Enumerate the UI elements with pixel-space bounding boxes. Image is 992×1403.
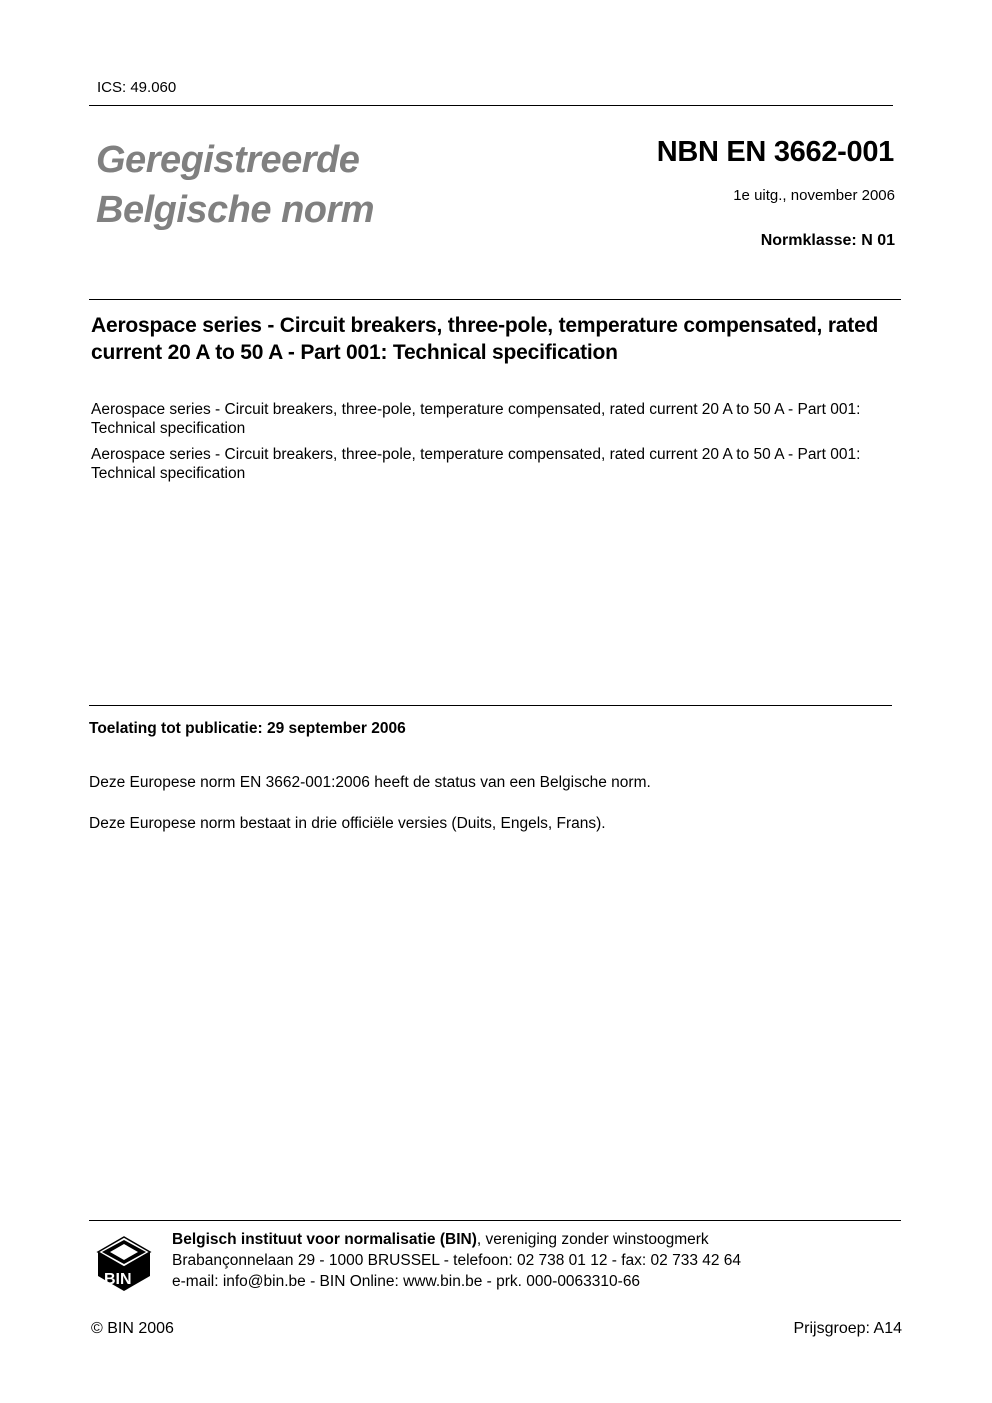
bin-logo xyxy=(96,1232,152,1292)
status-statement: Deze Europese norm EN 3662-001:2006 heeft de status van een Belgische norm. xyxy=(89,774,651,791)
copyright: © BIN 2006 xyxy=(91,1320,174,1337)
ics-code: ICS: 49.060 xyxy=(97,79,177,96)
bin-logo-text: BIN xyxy=(104,1271,132,1288)
footer-organization xyxy=(172,1229,709,1250)
publication-approval: Toelating tot publicatie: 29 september 2006 xyxy=(89,720,406,737)
document-title-alt-2: Aerospace series - Circuit breakers, three-pole, temperature compensated, rated current 20 A to 50 A - Part 001: Technical specification xyxy=(91,446,861,482)
registered-title-line1: Geregistreerde xyxy=(96,139,360,181)
org-name: Belgisch instituut voor normalisatie (BIN) xyxy=(172,1231,477,1248)
top-divider xyxy=(89,105,893,106)
document-title: Aerospace series - Circuit breakers, three-pole, temperature compensated, rated current 20 A to 50 A - Part 001: Technical specification xyxy=(91,314,879,364)
edition: 1e uitg., november 2006 xyxy=(733,187,895,204)
title-divider xyxy=(89,299,901,300)
body-divider xyxy=(89,705,892,706)
footer-divider xyxy=(89,1220,901,1221)
registered-title-line2: Belgische norm xyxy=(96,189,375,231)
versions-statement: Deze Europese norm bestaat in drie officiële versies (Duits, Engels, Frans). xyxy=(89,815,606,832)
org-type: , vereniging zonder winstoogmerk xyxy=(476,1231,709,1248)
registered-norm-title xyxy=(96,135,476,235)
document-title-alt-1: Aerospace series - Circuit breakers, three-pole, temperature compensated, rated current 20 A to 50 A - Part 001: Technical specification xyxy=(91,401,861,437)
footer-contact: e-mail: info@bin.be - BIN Online: www.bin.be - prk. 000-0063310-66 xyxy=(172,1273,641,1290)
footer-address: Brabançonnelaan 29 - 1000 BRUSSEL - telefoon: 02 738 01 12 - fax: 02 733 42 64 xyxy=(172,1252,742,1269)
price-group: Prijsgroep: A14 xyxy=(793,1320,902,1337)
norm-number: NBN EN 3662-001 xyxy=(656,136,894,168)
norm-class: Normklasse: N 01 xyxy=(760,232,895,249)
